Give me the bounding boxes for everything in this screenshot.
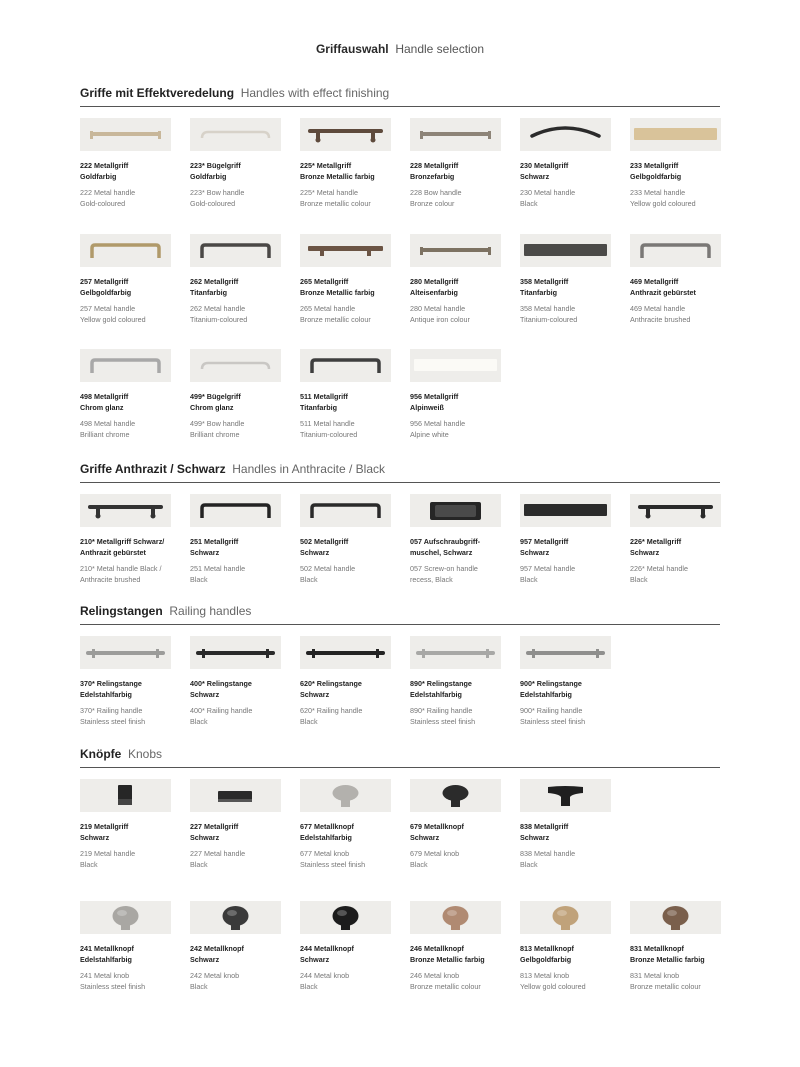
product-name-en: 620* Railing handle Black: [300, 706, 363, 726]
section-heading: [80, 747, 720, 768]
product-name-en: 499* Bow handle Brilliant chrome: [190, 419, 245, 439]
handle-image-ubar: [190, 494, 281, 527]
product-image: [80, 118, 171, 151]
product-item: [630, 901, 722, 992]
section-heading: [80, 86, 720, 107]
product-image: [190, 118, 281, 151]
product-name-en: 511 Metal handle Titanium-coloured: [300, 419, 358, 439]
product-name-de: 242 Metallknopf Schwarz: [190, 944, 244, 964]
product-name-de: 838 Metallgriff Schwarz: [520, 822, 569, 842]
product-image: [300, 234, 391, 267]
product-name-en: 265 Metal handle Bronze metallic colour: [300, 304, 371, 324]
product-name-en: 219 Metal handle Black: [80, 849, 136, 869]
product-image: [300, 349, 391, 382]
product-name-de: 358 Metallgriff Titanfarbig: [520, 277, 569, 297]
product-image: [300, 901, 391, 934]
product-image: [630, 118, 721, 151]
product-item: [410, 636, 502, 727]
product-name-de: 228 Metallgriff Bronzefarbig: [410, 161, 459, 181]
product-name-en: 242 Metal knob Black: [190, 971, 240, 991]
product-item: [190, 779, 282, 870]
product-name-de: 057 Aufschraubgriff- muschel, Schwarz: [410, 537, 481, 557]
product-item: [80, 779, 172, 870]
handle-image-round: [630, 901, 721, 934]
handle-image-bow: [190, 118, 281, 151]
product-name-de: 230 Metallgriff Schwarz: [520, 161, 569, 181]
handle-image-rail: [410, 636, 501, 669]
product-name-de: 499* Bügelgriff Chrom glanz: [190, 392, 241, 412]
product-name-de: 246 Metallknopf Bronze Metallic farbig: [410, 944, 485, 964]
section-1: [80, 462, 720, 584]
product-item: [190, 118, 282, 209]
product-name-en: 838 Metal handle Black: [520, 849, 576, 869]
product-item: [190, 901, 282, 992]
product-item: [630, 234, 722, 325]
product-name-en: 677 Metal knob Stainless steel finish: [300, 849, 366, 869]
product-item: [520, 779, 612, 870]
product-name-de: 469 Metallgriff Anthrazit gebürstet: [630, 277, 696, 297]
handle-image-profile: [520, 494, 611, 527]
product-name-de: 957 Metallgriff Schwarz: [520, 537, 569, 557]
product-image: [300, 118, 391, 151]
product-item: [80, 901, 172, 992]
product-name-de: 511 Metallgriff Titanfarbig: [300, 392, 348, 412]
product-name-en: 251 Metal handle Black: [190, 564, 246, 584]
product-name-de: 900* Relingstange Edelstahlfarbig: [520, 679, 582, 699]
product-image: [630, 901, 721, 934]
handle-image-ubar: [300, 494, 391, 527]
product-item: [190, 636, 282, 727]
product-image: [190, 901, 281, 934]
handle-image-ubar: [80, 349, 171, 382]
product-name-en: 257 Metal handle Yellow gold coloured: [80, 304, 146, 324]
product-name-en: 241 Metal knob Stainless steel finish: [80, 971, 146, 991]
product-item: [300, 901, 392, 992]
handle-image-round: [410, 901, 501, 934]
product-name-de: 227 Metallgriff Schwarz: [190, 822, 239, 842]
handle-image-post: [630, 494, 721, 527]
handle-image-tknob: [520, 779, 611, 812]
product-name-de: 400* Relingstange Schwarz: [190, 679, 252, 699]
page-title: [0, 42, 800, 56]
product-name-de: 223* Bügelgriff Goldfarbig: [190, 161, 241, 181]
product-name-de: 502 Metallgriff Schwarz: [300, 537, 349, 557]
handle-image-arc: [520, 118, 611, 151]
product-image: [630, 494, 721, 527]
section-heading-de: Relingstangen: [80, 604, 163, 618]
product-item: [520, 494, 612, 585]
handle-image-post: [80, 494, 171, 527]
section-heading-de: Knöpfe: [80, 747, 122, 761]
product-name-de: 890* Relingstange Edelstahlfarbig: [410, 679, 472, 699]
product-name-en: 502 Metal handle Black: [300, 564, 356, 584]
product-name-de: 813 Metallknopf Gelbgoldfarbig: [520, 944, 574, 964]
product-name-en: 956 Metal handle Alpine white: [410, 419, 466, 439]
product-name-en: 679 Metal knob Black: [410, 849, 460, 869]
section-heading: [80, 604, 720, 625]
product-image: [80, 234, 171, 267]
product-name-en: 957 Metal handle Black: [520, 564, 576, 584]
handle-image-post: [300, 118, 391, 151]
product-image: [520, 779, 611, 812]
product-name-de: 265 Metallgriff Bronze Metallic farbig: [300, 277, 375, 297]
product-item: [630, 118, 722, 209]
product-image: [190, 494, 281, 527]
product-item: [80, 118, 172, 209]
product-item: [80, 494, 172, 585]
product-item: [410, 349, 502, 440]
product-image: [300, 636, 391, 669]
handle-image-profile: [630, 118, 721, 151]
product-name-en: 227 Metal handle Black: [190, 849, 246, 869]
product-image: [410, 349, 501, 382]
product-image: [520, 234, 611, 267]
section-heading-en: Handles with effect finishing: [240, 86, 390, 100]
product-item: [300, 234, 392, 325]
product-image: [80, 779, 171, 812]
product-name-de: 370* Relingstange Edelstahlfarbig: [80, 679, 142, 699]
product-name-en: 225* Metal handle Bronze metallic colour: [300, 188, 371, 208]
section-heading-en: Railing handles: [169, 604, 252, 618]
product-image: [410, 118, 501, 151]
product-item: [520, 118, 612, 209]
product-name-de: 226* Metallgriff Schwarz: [630, 537, 682, 557]
product-item: [190, 349, 282, 440]
product-item: [300, 349, 392, 440]
product-name-en: 358 Metal handle Titanium-coloured: [520, 304, 578, 324]
product-image: [520, 494, 611, 527]
product-image: [520, 901, 611, 934]
product-name-de: 244 Metallknopf Schwarz: [300, 944, 354, 964]
product-name-en: 223* Bow handle Gold-coloured: [190, 188, 245, 208]
product-item: [520, 901, 612, 992]
handle-image-round: [190, 901, 281, 934]
product-name-en: 233 Metal handle Yellow gold coloured: [630, 188, 696, 208]
product-name-en: 400* Railing handle Black: [190, 706, 253, 726]
handle-image-bow: [190, 349, 281, 382]
product-name-de: 222 Metallgriff Goldfarbig: [80, 161, 129, 181]
handle-image-rail: [80, 636, 171, 669]
handle-image-rail: [520, 636, 611, 669]
handle-image-bar: [410, 118, 501, 151]
handle-image-oval: [410, 779, 501, 812]
page-title-de: Griffauswahl: [315, 42, 389, 56]
section-heading-en: Knobs: [128, 747, 163, 761]
product-name-de: 831 Metallknopf Bronze Metallic farbig: [630, 944, 705, 964]
product-name-en: 890* Railing handle Stainless steel finish: [410, 706, 476, 726]
handle-image-ubar: [190, 234, 281, 267]
handle-image-rail: [190, 636, 281, 669]
section-heading: [80, 462, 720, 483]
product-item: [80, 349, 172, 440]
product-name-de: 679 Metallknopf Schwarz: [410, 822, 464, 842]
product-item: [520, 636, 612, 727]
product-image: [520, 636, 611, 669]
page-title-en: Handle selection: [395, 42, 485, 56]
product-item: [300, 118, 392, 209]
section-heading-en: Handles in Anthracite / Black: [232, 462, 385, 476]
handle-image-recess: [410, 494, 501, 527]
product-name-de: 210* Metallgriff Schwarz/ Anthrazit gebürstet: [80, 537, 165, 557]
product-image: [80, 494, 171, 527]
product-image: [300, 779, 391, 812]
product-image: [190, 349, 281, 382]
handle-image-round: [80, 901, 171, 934]
product-item: [190, 234, 282, 325]
product-name-en: 228 Bow handle Bronze colour: [410, 188, 462, 208]
section-0: [80, 86, 720, 439]
product-item: [410, 234, 502, 325]
section-2: [80, 604, 720, 726]
product-item: [300, 779, 392, 870]
product-name-de: 677 Metallknopf Edelstahlfarbig: [300, 822, 354, 842]
handle-image-profile: [410, 349, 501, 382]
product-item: [410, 494, 502, 585]
product-name-en: 262 Metal handle Titanium-coloured: [190, 304, 248, 324]
product-name-en: 370* Railing handle Stainless steel finish: [80, 706, 146, 726]
product-name-de: 620* Relingstange Schwarz: [300, 679, 362, 699]
product-name-en: 900* Railing handle Stainless steel finish: [520, 706, 586, 726]
product-name-en: 246 Metal knob Bronze metallic colour: [410, 971, 481, 991]
product-item: [80, 636, 172, 727]
product-item: [410, 901, 502, 992]
product-image: [410, 636, 501, 669]
product-name-de: 219 Metallgriff Schwarz: [80, 822, 129, 842]
product-name-de: 956 Metallgriff Alpinweiß: [410, 392, 459, 412]
handle-image-flat: [300, 234, 391, 267]
product-image: [410, 901, 501, 934]
product-item: [410, 118, 502, 209]
product-name-en: 230 Metal handle Black: [520, 188, 576, 208]
product-item: [410, 779, 502, 870]
product-image: [190, 636, 281, 669]
product-image: [190, 779, 281, 812]
handle-image-profile: [520, 234, 611, 267]
handle-image-bar: [80, 118, 171, 151]
handle-image-tab: [190, 779, 281, 812]
product-item: [80, 234, 172, 325]
product-item: [300, 636, 392, 727]
section-3: [80, 747, 720, 991]
product-item: [630, 494, 722, 585]
product-image: [80, 349, 171, 382]
handle-image-oval: [300, 779, 391, 812]
product-image: [300, 494, 391, 527]
product-image: [190, 234, 281, 267]
product-name-de: 262 Metallgriff Titanfarbig: [190, 277, 239, 297]
product-item: [300, 494, 392, 585]
section-heading-de: Griffe mit Effektveredelung: [80, 86, 235, 100]
product-name-en: 222 Metal handle Gold-coloured: [80, 188, 136, 208]
product-name-de: 257 Metallgriff Gelbgoldfarbig: [80, 277, 132, 297]
product-name-de: 241 Metallknopf Edelstahlfarbig: [80, 944, 134, 964]
handle-image-ubar: [80, 234, 171, 267]
handle-image-round: [300, 901, 391, 934]
product-name-de: 251 Metallgriff Schwarz: [190, 537, 239, 557]
section-heading-de: Griffe Anthrazit / Schwarz: [80, 462, 226, 476]
product-name-en: 280 Metal handle Antique iron colour: [410, 304, 470, 324]
handle-image-ubar: [300, 349, 391, 382]
product-name-en: 057 Screw-on handle recess, Black: [410, 564, 478, 584]
product-name-en: 831 Metal knob Bronze metallic colour: [630, 971, 701, 991]
product-name-de: 225* Metallgriff Bronze Metallic farbig: [300, 161, 375, 181]
product-image: [80, 901, 171, 934]
product-image: [410, 494, 501, 527]
product-name-en: 469 Metal handle Anthracite brushed: [630, 304, 691, 324]
product-image: [80, 636, 171, 669]
product-name-en: 226* Metal handle Black: [630, 564, 688, 584]
product-name-de: 498 Metallgriff Chrom glanz: [80, 392, 129, 412]
product-name-en: 210* Metal handle Black / Anthracite brushed: [80, 564, 162, 584]
product-name-de: 233 Metallgriff Gelbgoldfarbig: [630, 161, 682, 181]
handle-image-rail: [300, 636, 391, 669]
handle-image-bar: [410, 234, 501, 267]
product-image: [630, 234, 721, 267]
handle-image-ubar: [630, 234, 721, 267]
product-name-en: 813 Metal knob Yellow gold coloured: [520, 971, 586, 991]
product-item: [190, 494, 282, 585]
handle-image-round: [520, 901, 611, 934]
product-name-en: 498 Metal handle Brilliant chrome: [80, 419, 136, 439]
handle-image-cube: [80, 779, 171, 812]
product-image: [410, 234, 501, 267]
product-image: [410, 779, 501, 812]
product-item: [520, 234, 612, 325]
product-image: [520, 118, 611, 151]
product-name-de: 280 Metallgriff Alteisenfarbig: [410, 277, 459, 297]
product-name-en: 244 Metal knob Black: [300, 971, 350, 991]
